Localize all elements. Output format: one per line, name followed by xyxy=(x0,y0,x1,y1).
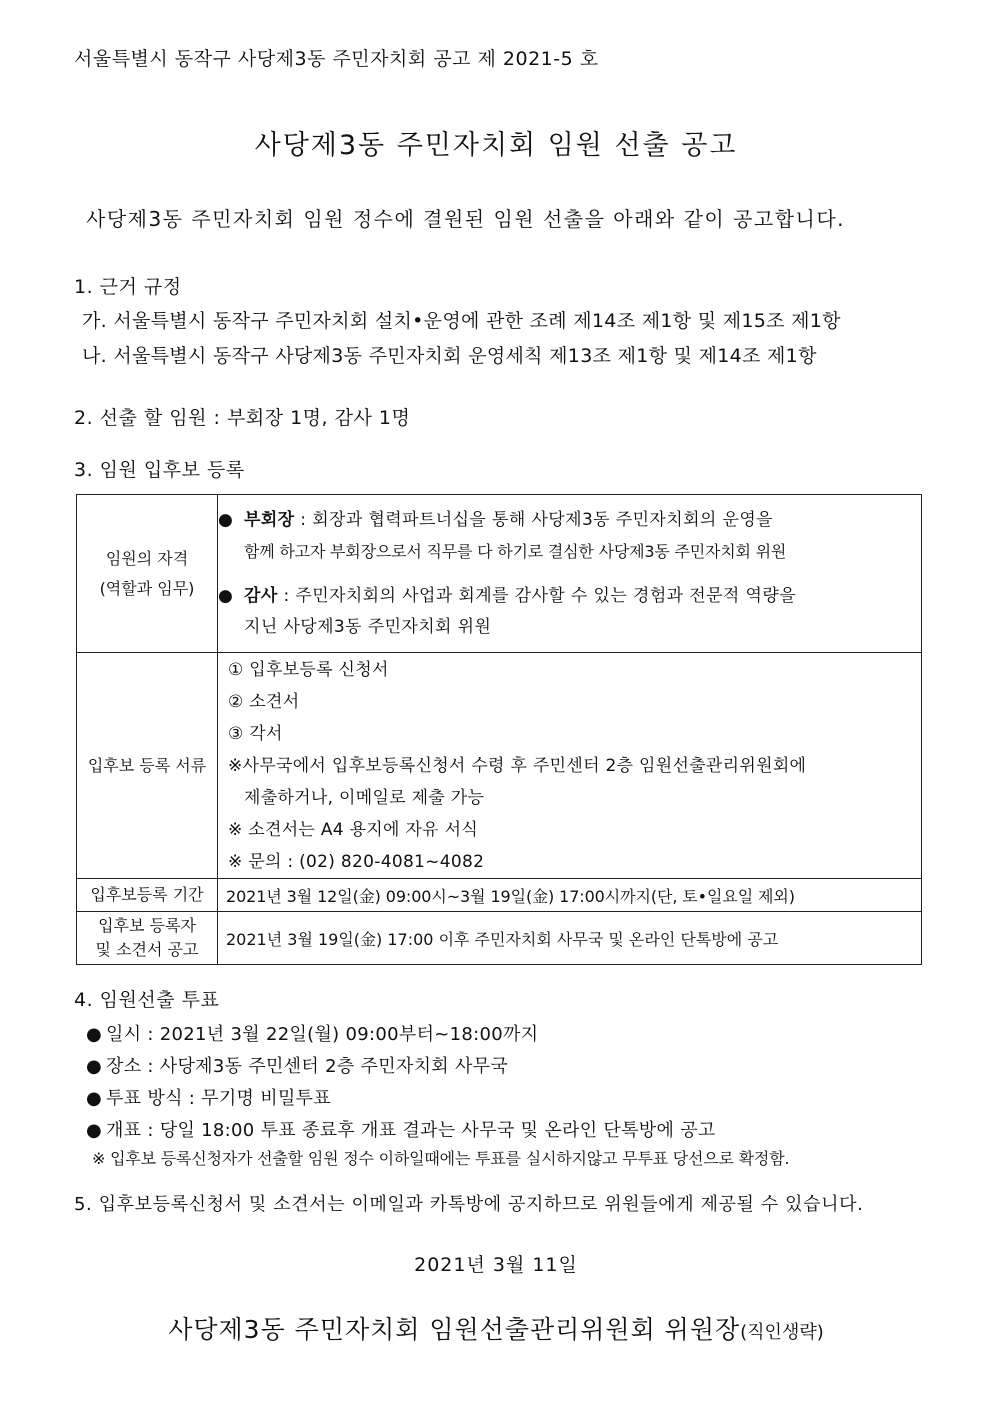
documents-content xyxy=(218,653,922,879)
section-1-item-b: 나. 서울특별시 동작구 사당제3동 주민자치회 운영세칙 제13조 제1항 및 제14조 제1항 xyxy=(82,345,817,367)
registration-table xyxy=(76,494,922,965)
qualification-row xyxy=(77,495,922,653)
notice-date: 2021년 3월 11일 xyxy=(414,1254,578,1276)
vote-item-text: 개표 : 당일 18:00 투표 종료후 개표 결과는 사무국 및 온라인 단톡방에 공고 xyxy=(106,1120,716,1141)
announce-row xyxy=(77,912,922,965)
announce-label-line2: 및 소견서 공고 xyxy=(95,940,199,959)
auditor-desc-1: : 주민자치회의 사업과 회계를 감사할 수 있는 경험과 전문적 역량을 xyxy=(277,585,797,606)
auditor-item xyxy=(218,581,921,643)
vote-item-time xyxy=(86,1020,538,1046)
qualification-content xyxy=(218,495,922,653)
vote-item-method xyxy=(86,1084,331,1110)
intro-text: 사당제3동 주민자치회 임원 정수에 결원된 임원 선출을 아래와 같이 공고합니다. xyxy=(86,207,846,231)
section-3-heading: 3. 임원 입후보 등록 xyxy=(74,459,245,481)
signature-text: 사당제3동 주민자치회 임원선출관리위원회 위원장 xyxy=(168,1315,741,1344)
vice-president-term: 부회장 xyxy=(244,509,295,530)
documents-note-1-line1: ※사무국에서 입후보등록신청서 수령 후 주민센터 2층 임원선출관리위원회에 xyxy=(228,755,807,776)
seal-note: (직인생략) xyxy=(740,1322,824,1343)
bullet-icon: ● xyxy=(218,585,234,606)
bullet-icon: ● xyxy=(86,1088,103,1109)
section-1-heading: 1. 근거 규정 xyxy=(74,276,182,298)
bullet-icon: ● xyxy=(86,1024,103,1045)
vice-president-desc-2: 함께 하고자 부회장으로서 직무를 다 하기로 결심한 사당제3동 주민자치회 위원 xyxy=(244,541,787,561)
announce-label-line1: 입후보 등록자 xyxy=(98,916,196,935)
vote-note: ※ 입후보 등록신청자가 선출할 임원 정수 이하일때에는 투표를 실시하지않고 무투표 당선으로 확정함. xyxy=(92,1149,790,1168)
vote-item-place xyxy=(86,1052,508,1078)
documents-note-2: ※ 소견서는 A4 용지에 자유 서식 xyxy=(228,819,479,840)
period-label: 입후보등록 기간 xyxy=(77,879,218,912)
documents-item-1: ① 입후보등록 신청서 xyxy=(228,659,389,680)
auditor-desc-2: 지닌 사당제3동 주민자치회 위원 xyxy=(244,616,492,637)
vote-item-text: 일시 : 2021년 3월 22일(월) 09:00부터~18:00까지 xyxy=(106,1024,539,1045)
documents-note-3: ※ 문의 : (02) 820-4081~4082 xyxy=(228,851,485,872)
vice-president-desc-1: : 회장과 협력파트너십을 통해 사당제3동 주민자치회의 운영을 xyxy=(294,509,773,530)
documents-item-2: ② 소견서 xyxy=(228,691,300,712)
vote-item-text: 투표 방식 : 무기명 비밀투표 xyxy=(106,1088,332,1109)
bullet-icon: ● xyxy=(86,1120,103,1141)
notice-number: 서울특별시 동작구 사당제3동 주민자치회 공고 제 2021-5 호 xyxy=(74,48,599,70)
announce-value: 2021년 3월 19일(金) 17:00 이후 주민자치회 사무국 및 온라인 단톡방에 공고 xyxy=(218,912,922,965)
section-1-item-a: 가. 서울특별시 동작구 주민자치회 설치•운영에 관한 조례 제14조 제1항 및 제15조 제1항 xyxy=(82,310,841,332)
section-5-text: 5. 입후보등록신청서 및 소견서는 이메일과 카톡방에 공지하므로 위원들에게 제공될 수 있습니다. xyxy=(74,1194,864,1215)
bullet-icon: ● xyxy=(218,509,234,530)
section-2-heading: 2. 선출 할 임원 : 부회장 1명, 감사 1명 xyxy=(74,407,411,429)
documents-note-1-line2: 제출하거나, 이메일로 제출 가능 xyxy=(244,787,485,808)
documents-row xyxy=(77,653,922,879)
vice-president-item xyxy=(218,505,921,567)
qualification-label-line1: 임원의 자격 xyxy=(105,548,189,568)
signature-line xyxy=(0,1310,992,1346)
period-value: 2021년 3월 12일(金) 09:00시~3월 19일(金) 17:00시까지(단, 토•일요일 제외) xyxy=(218,879,922,912)
auditor-term: 감사 xyxy=(244,585,278,606)
vote-item-text: 장소 : 사당제3동 주민센터 2층 주민자치회 사무국 xyxy=(106,1056,509,1077)
period-row xyxy=(77,879,922,912)
document-title: 사당제3동 주민자치회 임원 선출 공고 xyxy=(254,130,738,161)
vote-item-count xyxy=(86,1116,716,1142)
section-4-heading: 4. 임원선출 투표 xyxy=(74,989,220,1011)
documents-label: 입후보 등록 서류 xyxy=(77,653,218,879)
documents-item-3: ③ 각서 xyxy=(228,723,283,744)
qualification-label-line2: (역할과 임무) xyxy=(99,578,195,598)
announce-label xyxy=(77,912,218,965)
qualification-label xyxy=(77,495,218,653)
bullet-icon: ● xyxy=(86,1056,103,1077)
